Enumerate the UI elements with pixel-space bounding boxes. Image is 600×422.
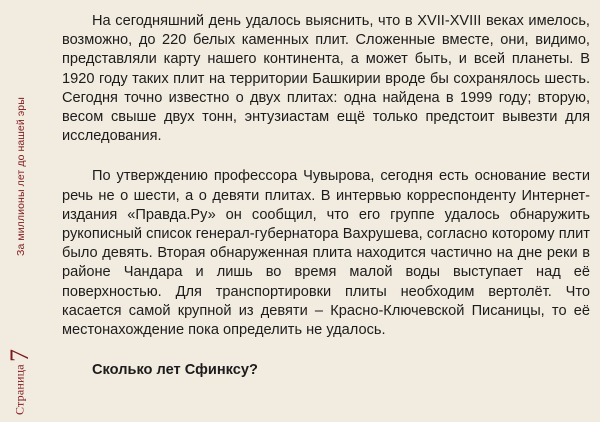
article-body (62, 12, 590, 380)
paragraph-plates-count: На сегодняшний день удалось выяснить, что в XVII-XVIII веках имелось, возможно, до 220 белых каменных плит. Сложенные вместе, они, видимо, представляли карту нашего континента, а может быть, и всей планеты. В 1920 году таких плит на территории Башкирии вроде бы сохранялось шесть. Сегодня точно известно о двух плитах: одна найдена в 1999 году; вторую, весом свыше двух тонн, энтузиастам ещё только предстоит вывезти для исследования. (62, 13, 590, 145)
paragraph-chuvyrov-claim: По утверждению профессора Чувырова, сегодня есть основание вести речь не о шести, а о девяти плитах. В интервью корреспонденту Интернет-издания «Правда.Ру» он сообщил, что его группе удалось обнаружить рукописный список генерал-губернатора Вахрушева, согласно которому плит было девять. Вторая обнаруженная плита находится частично на дне реки в районе Чандара и лишь во время малой воды выступает над её поверхностью. Для транспортировки плиты необходим вертолёт. Что касается самой крупной из девяти – Красно-Ключевской Писаницы, то её местонахождение пока определить не удалось. (62, 168, 590, 339)
page-number: 7 (5, 349, 34, 363)
running-section-title: За миллионы лет до нашей эры (15, 97, 27, 257)
section-heading: Сколько лет Сфинксу? (92, 362, 258, 379)
sidebar (0, 0, 48, 422)
page-marker (4, 325, 36, 415)
page-label: Страница (12, 364, 27, 415)
